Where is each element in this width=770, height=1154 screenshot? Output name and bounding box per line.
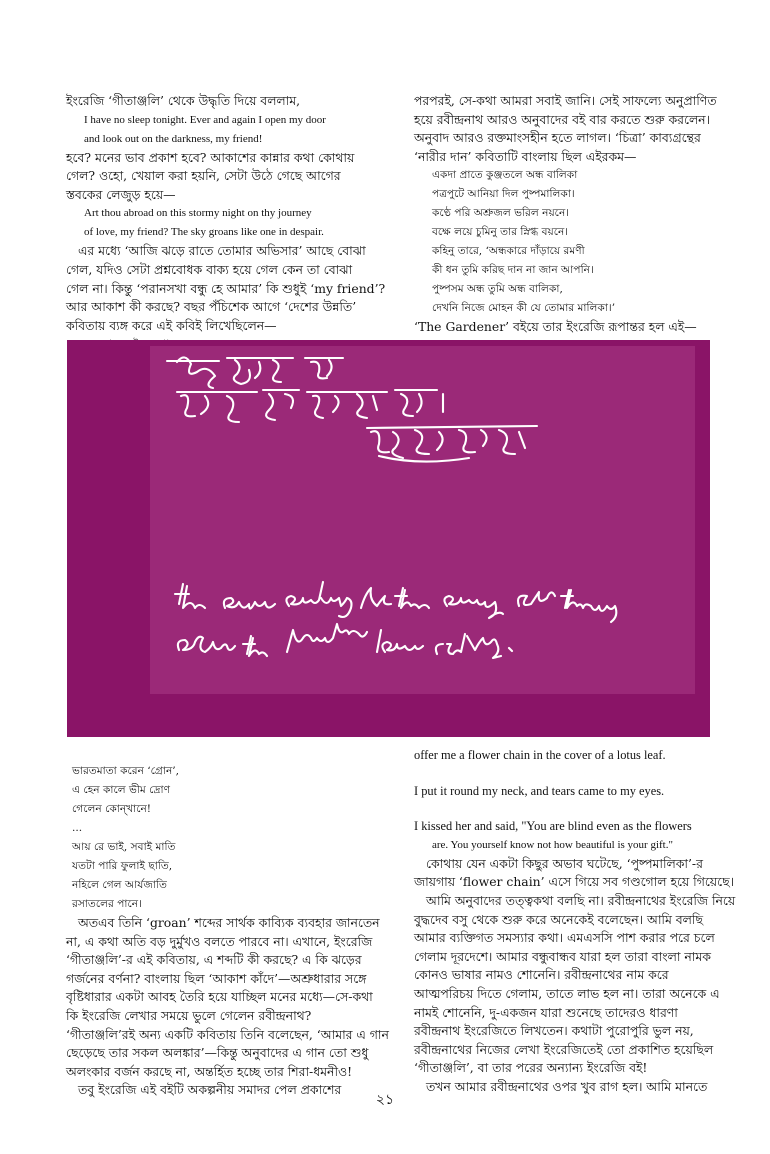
text-line: আমার ব্যক্তিগত সমস্যার কথা। এমএসসি পাশ করার পরে চলে [414,930,715,946]
verse-line: ... [72,822,83,834]
verse-line: গেলেন কোন্‌খানে! [72,803,152,815]
text-line: I put it round my neck, and tears came to my eyes. [414,783,665,798]
text-line: না, এ কথা অতি বড় দুর্মুখও বলতে পারবে না। এখানে, ইংরেজি [66,933,373,949]
text-line: অলংকার বর্জন করছে না, অন্তর্হিত হচ্ছে তার শিরা-ধমনীও! [66,1063,353,1079]
text-line: এর মধ্যে ‘আজি ঝড়ে রাতে তোমার অভিসার’ আছে বোঝা [78,243,366,259]
column-left-top [66,92,391,354]
verse-line: নহিলে গেল আর্যজাতি [72,879,167,891]
bengali-handwriting-line-2 [177,390,443,422]
verse-line: রসাতলের পানে। [72,898,142,910]
text-line: and look out on the darkness, my friend! [84,132,263,145]
text-line: স্তবকের লেজুড় হয়ে— [66,186,176,202]
blank-line [414,765,714,782]
page-number: ২১ [375,1092,395,1108]
text-line: ‘নারীর দান’ কবিতাটি বাংলায় ছিল এইরকম— [414,148,637,164]
text-line: তখন আমার রবীন্দ্রনাথের ওপর খুব রাগ হল। আমি মানতে [426,1078,708,1094]
text-line: অনুবাদ আরও রক্তমাংসহীন হতে লাগল। ‘চিত্রা’ কাব্যগ্রন্থের [414,130,701,146]
text-line: I kissed her and said, "You are blind even as the flowers [414,819,692,834]
signature [367,426,537,462]
text-line: বুদ্ধদেব বসু থেকে শুরু করে অনেকেই বলেছেন। আমি বলছি [414,911,703,927]
text-line: জায়গায় ‘flower chain’ এসে গিয়ে সব গণ্ডগোল হয়ে গিয়েছে। [414,874,735,890]
text-line: আমি অনুবাদের তত্ত্বকথা বলছি না। রবীন্দ্রনাথের ইংরেজি নিয়ে [426,892,736,908]
verse-line: পত্রপুটে আনিয়া দিল পুষ্পমালিকা। [432,188,575,201]
text-line: গেল? ওহো, খেয়াল করা হয়নি, সেটা উঠে গেছে আগের [66,168,341,184]
verse-line: একদা প্রাতে কুঞ্জতলে অন্ধ বালিকা [432,169,578,182]
column-right-top [414,92,717,356]
text-line: বৃষ্টিধারার একটা আবহ তৈরি হয়ে যাচ্ছিল মনের মধ্যে—সে-কথা [66,989,373,1005]
verse-line: যতটা পারি ফুলাই ছাতি, [72,860,173,872]
verse-line: এ হেন কালে ভীম দ্রোণ [72,784,170,796]
text-line: I have no sleep tonight. Ever and again I open my door [84,113,326,126]
verse-line: কহিনু তারে, ‘অন্ধকারে দাঁড়ায়ে রমণী [432,245,585,258]
text-line: পরপরই, সে-কথা আমরা সবাই জানি। সেই সাফল্যে অনুপ্রাণিত [414,93,717,108]
text-line: অতএব তিনি ‘groan’ শব্দের সার্থক কাব্যিক ব্যবহার জানতেন [78,915,380,930]
english-handwriting-line-1 [175,582,616,622]
text-line: আর আকাশ কী করছে? বছর পঁচিশেক আগে ‘দেশের উন্নতি’ [66,299,357,315]
text-line: কবিতায় ব্যঙ্গ করে এই কবিই লিখেছিলেন— [66,317,277,333]
text-line: ‘গীতাঞ্জলি’-র এই কবিতায়, এ শব্দটি কী করছে? এ কি ঝড়ের [66,952,362,968]
text-line: Art thou abroad on this stormy night on thy journey [84,207,312,220]
text-line: কোনও ভাষার নামও শোনেনি। রবীন্দ্রনাথের নাম করে [414,967,669,983]
text-line: হবে? মনের ভাব প্রকাশ হবে? আকাশের কান্নার কথা কোথায় [66,149,355,165]
text-line: are. You yourself know not how beautiful is your gift." [432,838,673,851]
text-line: গেল না। কিন্তু ‘পরানসখা বন্ধু হে আমার’ কি শুধুই ‘my friend’? [66,280,386,296]
text-line: গেলাম দূরদেশে। আমার বন্ধুবান্ধব যারা হল তারা বাংলা নামক [414,948,711,964]
english-handwriting-line-2 [178,624,512,658]
text-line: offer me a flower chain in the cover of a lotus leaf. [414,748,666,762]
column-right-bottom [414,746,736,1097]
text-line: তবু ইংরেজি এই বইটি অকল্পনীয় সমাদর পেল প্রকাশের [78,1082,342,1098]
verse-line: কণ্ঠে পরি অশ্রুজল ভরিল নয়নে। [432,207,570,220]
text-line: ‘গীতাঞ্জলি’রই অন্য একটি কবিতায় তিনি বলেছেন, ‘আমার এ গান [66,1026,389,1042]
bengali-handwriting-line-1 [167,357,343,388]
handwriting-image [67,340,710,737]
text-line: ‘গীতাঞ্জলি’, বা তার পরের অন্যান্য ইংরেজি বই! [414,1060,648,1076]
verse-line: পুষ্পসম অন্ধ তুমি অন্ধ বালিকা, [432,283,563,296]
blank-line [414,800,714,817]
verse-line: আয় রে ভাই, সবাই মাতি [72,841,176,853]
text-line: ‘The Gardener’ বইয়ে তার ইংরেজি রূপান্তর হল এই— [414,319,697,335]
column-left-bottom [66,762,391,1100]
verse-line: বক্ষে লয়ে চুমিনু তার স্নিগ্ধ বয়নে। [432,226,569,239]
text-line: হয়ে রবীন্দ্রনাথ আরও অনুবাদের বই বার করতে শুরু করলেন। [414,111,710,127]
text-line: গেল, যদিও সেটা প্রশ্নবোধক বাক্য হয়ে গেল কেন তা বোঝা [66,261,353,277]
text-line: of love, my friend? The sky groans like one in despair. [84,226,324,239]
text-line: ছেড়েছে তার সকল অলঙ্কার’—কিন্তু অনুবাদের এ গান তো শুধু [66,1045,369,1061]
text-line: গর্জনের বর্ণনা? বাংলায় ছিল ‘আকাশ কাঁদে’—অশ্রুধারার সঙ্গে [66,970,367,986]
text-line: কোথায় যেন একটা কিছুর অভাব ঘটেছে, ‘পুষ্পমালিকা’-র [426,855,703,871]
text-line: ইংরেজি ‘গীতাঞ্জলি’ থেকে উদ্ধৃতি দিয়ে বললাম, [66,93,301,108]
manuscript-plate [67,340,710,737]
verse-line: ভারতমাতা করেন ‘গ্রোন’, [72,765,180,777]
text-line: রবীন্দ্রনাথ ইংরেজিতে লিখতেন। কথাটা পুরোপুরি ভুল নয়, [414,1023,694,1039]
verse-line: কী ধন তুমি করিছ দান না জান আপনি। [432,264,594,277]
text-line: কি ইংরেজি লেখার সময়ে ভুলে গেলেন রবীন্দ্রনাথ? [66,1007,312,1023]
text-line: আত্মপরিচয় দিতে গেলাম, তাতে লাভ হল না। তারা অনেকে এ [414,985,720,1001]
text-line: রবীন্দ্রনাথের নিজের লেখা ইংরেজিতেই তো প্রকাশিত হয়েছিল [414,1041,714,1057]
text-line: নামই শোনেনি, দু-একজন যারা শুনেছে তাদেরও ধারণা [414,1004,678,1020]
verse-line: দেখনি নিজে মোহন কী যে তোমার মালিকা।’ [432,302,616,315]
